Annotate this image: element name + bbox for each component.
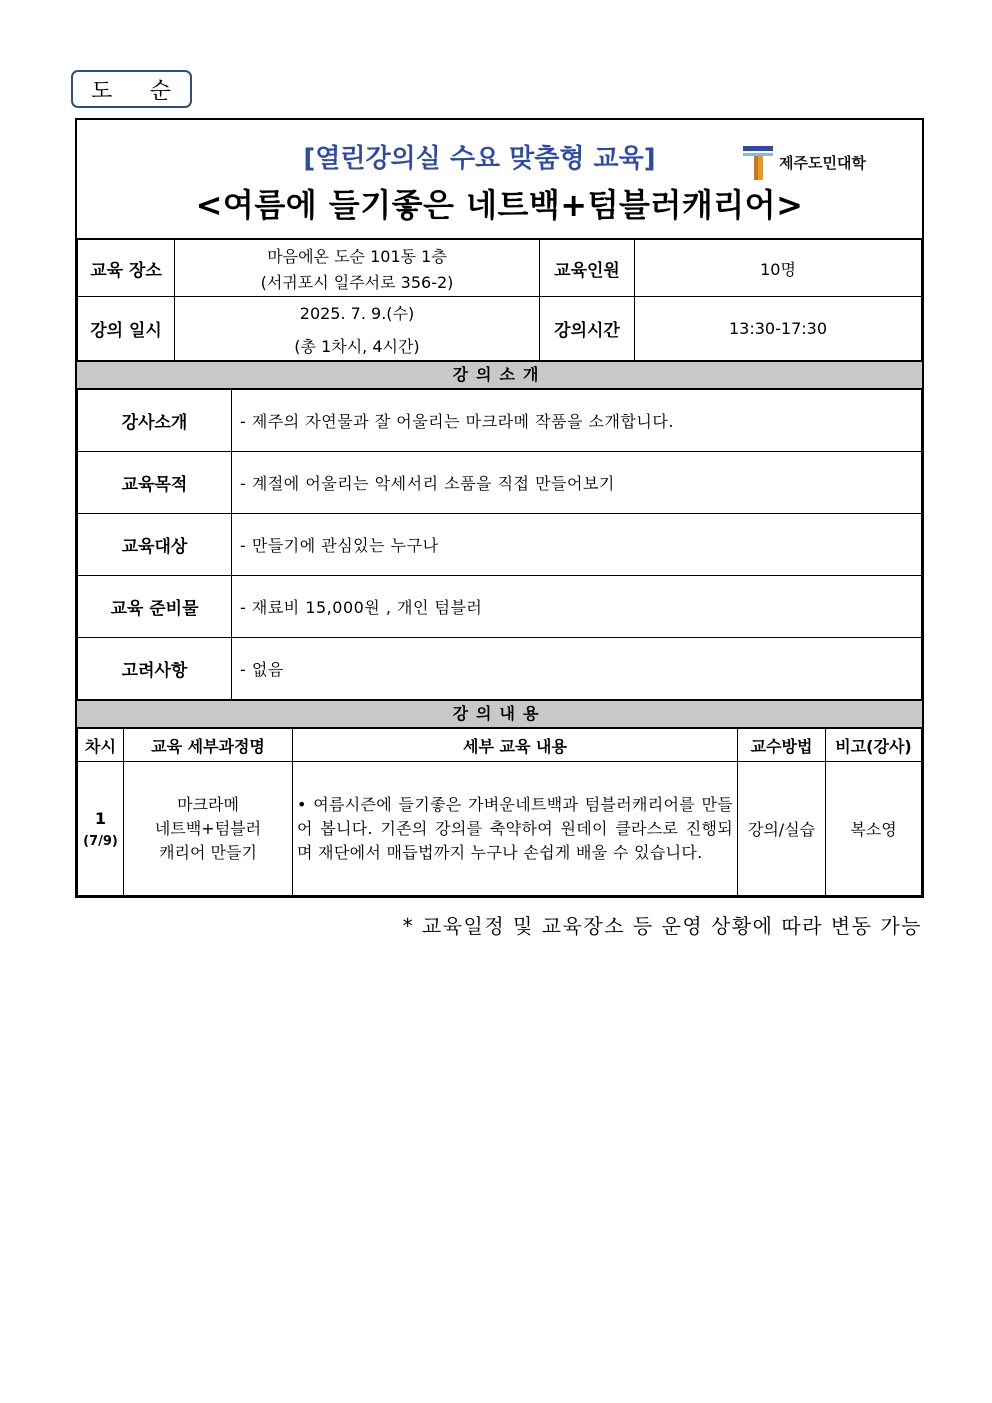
info-table bbox=[77, 239, 922, 361]
instructor-intro-label: 강사소개 bbox=[78, 390, 232, 452]
logo bbox=[741, 142, 866, 182]
intro-band-title: 강의소개 bbox=[452, 365, 547, 384]
intro-row bbox=[78, 576, 922, 638]
date-label: 강의 일시 bbox=[78, 297, 175, 361]
title-block bbox=[77, 120, 922, 239]
target-value: - 만들기에 관심있는 누구나 bbox=[232, 514, 922, 576]
detail-cell: • 여름시즌에 들기좋은 가벼운네트백과 텀블러캐리어를 만들어 봅니다. 기존의 강의를 축약하여 원데이 클라스로 진행되며 재단에서 매듭법까지 누구나 손쉽게 배울 수 있습니다. bbox=[293, 762, 738, 896]
method-cell: 강의/실습 bbox=[738, 762, 826, 896]
place-line-1: 마음에온 도순 101동 1층 bbox=[267, 246, 447, 266]
instructor-intro-value: - 제주의 자연물과 잘 어울리는 마크라메 작품을 소개합니다. bbox=[232, 390, 922, 452]
header-session: 차시 bbox=[78, 729, 124, 762]
capacity-value: 10명 bbox=[635, 240, 922, 297]
materials-label: 교육 준비물 bbox=[78, 576, 232, 638]
time-label: 강의시간 bbox=[540, 297, 635, 361]
instructor-cell: 복소영 bbox=[826, 762, 922, 896]
intro-row bbox=[78, 514, 922, 576]
session-number: 1 bbox=[94, 808, 107, 828]
intro-table bbox=[77, 389, 922, 700]
materials-value: - 재료비 15,000원 , 개인 텀블러 bbox=[232, 576, 922, 638]
place-value bbox=[175, 240, 540, 297]
content-header-row bbox=[78, 729, 922, 762]
page-subtitle: [열린강의실 수요 맞춤형 교육] bbox=[303, 144, 656, 174]
date-line-1: 2025. 7. 9.(수) bbox=[299, 303, 415, 323]
content-band-title: 강의내용 bbox=[452, 704, 547, 723]
intro-band bbox=[77, 361, 922, 389]
region-tag-char-2: 순 bbox=[149, 78, 172, 104]
table-row bbox=[78, 762, 922, 896]
page-title: <여름에 들기좋은 네트백+텀블러캐리어> bbox=[195, 186, 804, 224]
purpose-value: - 계절에 어울리는 악세서리 소품을 직접 만들어보기 bbox=[232, 452, 922, 514]
document-frame bbox=[75, 118, 924, 898]
session-cell bbox=[78, 762, 124, 896]
region-tag-char-1: 도 bbox=[91, 78, 114, 104]
header-method: 교수방법 bbox=[738, 729, 826, 762]
intro-row bbox=[78, 638, 922, 700]
date-value bbox=[175, 297, 540, 361]
course-line-2: 네트백+텀블러 bbox=[154, 818, 262, 838]
logo-text: 제주도민대학 bbox=[779, 153, 866, 172]
date-line-2: (총 1차시, 4시간) bbox=[294, 336, 420, 356]
place-label: 교육 장소 bbox=[78, 240, 175, 297]
intro-row bbox=[78, 452, 922, 514]
place-line-2: (서귀포시 일주서로 356-2) bbox=[260, 272, 454, 292]
capacity-label: 교육인원 bbox=[540, 240, 635, 297]
course-line-1: 마크라메 bbox=[177, 794, 239, 814]
intro-row bbox=[78, 390, 922, 452]
time-value: 13:30-17:30 bbox=[635, 297, 922, 361]
content-band bbox=[77, 700, 922, 728]
logo-icon bbox=[741, 142, 777, 182]
notes-label: 고려사항 bbox=[78, 638, 232, 700]
session-date: (7/9) bbox=[83, 833, 118, 849]
footer-note: * 교육일정 및 교육장소 등 운영 상황에 따라 변동 가능 bbox=[402, 914, 922, 938]
header-course: 교육 세부과정명 bbox=[124, 729, 293, 762]
content-table bbox=[77, 728, 922, 896]
header-detail: 세부 교육 내용 bbox=[293, 729, 738, 762]
header-instructor: 비고(강사) bbox=[826, 729, 922, 762]
region-tag bbox=[71, 70, 192, 108]
course-cell bbox=[124, 762, 293, 896]
notes-value: - 없음 bbox=[232, 638, 922, 700]
purpose-label: 교육목적 bbox=[78, 452, 232, 514]
target-label: 교육대상 bbox=[78, 514, 232, 576]
course-line-3: 캐리어 만들기 bbox=[159, 842, 257, 862]
